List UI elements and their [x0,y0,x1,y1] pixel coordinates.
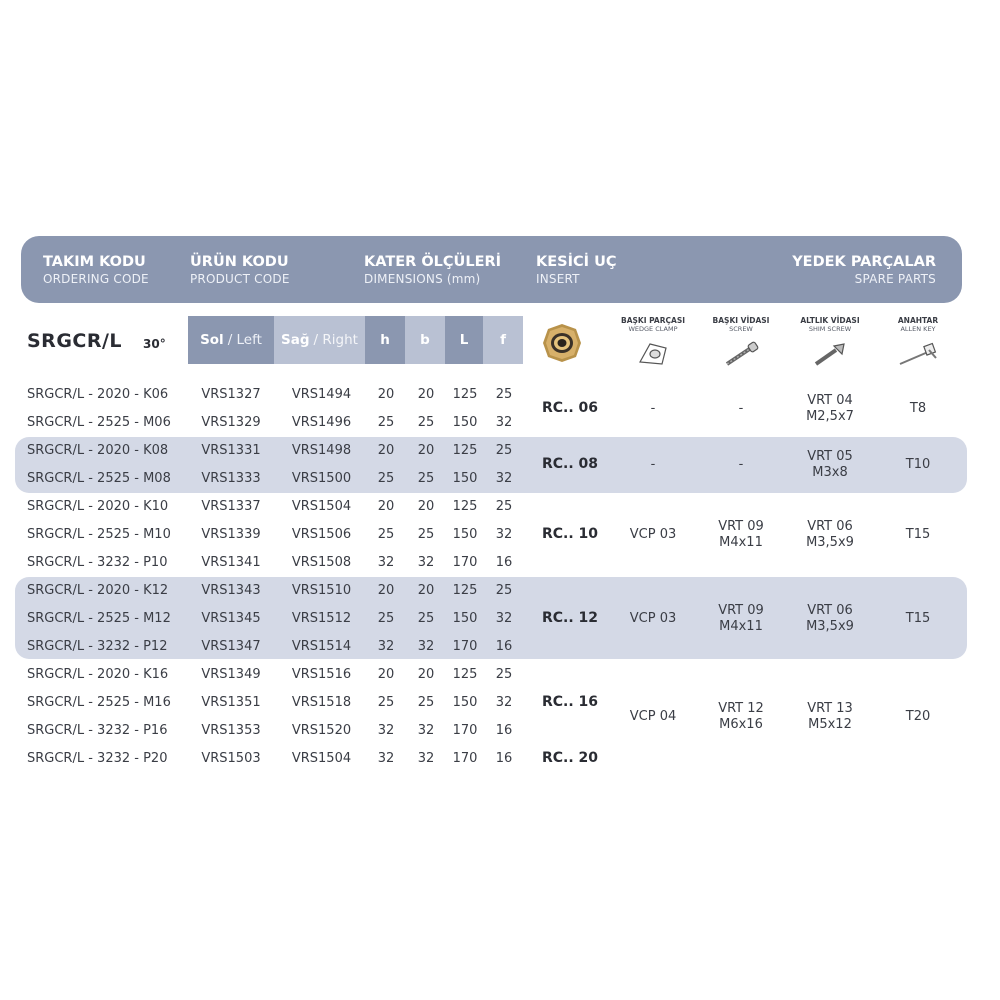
f-cell: 25 [495,443,513,458]
product-code-subtitle: PRODUCT CODE [190,272,290,286]
left-cell: VRS1333 [201,471,261,486]
left-label-light: / Left [227,332,262,348]
left-cell: VRS1327 [201,387,261,402]
ordering-code-cell: SRGCR/L - 2525 - M16 [27,695,171,710]
L-cell: 150 [452,471,478,486]
f-cell: 25 [495,667,513,682]
angle-label: 30° [143,337,166,351]
left-cell: VRS1349 [201,667,261,682]
f-cell: 16 [495,751,513,766]
f-cell: 16 [495,639,513,654]
h-cell: 20 [377,499,395,514]
b-cell: 25 [417,471,435,486]
b-cell: 25 [417,611,435,626]
h-cell: 20 [377,387,395,402]
ordering-code-cell: SRGCR/L - 3232 - P20 [27,751,168,766]
left-cell: VRS1347 [201,639,261,654]
screw-value: - [738,401,744,416]
h-cell: 32 [377,723,395,738]
wedge-clamp-header: BAŞKI PARÇASI WEDGE CLAMP [608,316,698,368]
b-cell: 20 [417,583,435,598]
ordering-code-cell: SRGCR/L - 2525 - M08 [27,471,171,486]
left-cell: VRS1329 [201,415,261,430]
f-cell: 32 [495,695,513,710]
right-cell: VRS1514 [291,639,352,654]
dim-b-header: b [405,316,445,364]
right-label-bold: Sağ [281,332,310,348]
L-cell: 150 [452,527,478,542]
ordering-code-cell: SRGCR/L - 2525 - M06 [27,415,171,430]
f-cell: 32 [495,527,513,542]
insert-code: RC.. 16 [541,694,599,710]
spare-parts-subtitle: SPARE PARTS [854,272,936,286]
right-cell: VRS1504 [291,499,352,514]
f-cell: 16 [495,723,513,738]
insert-code: RC.. 12 [541,610,599,626]
L-cell: 125 [452,443,478,458]
f-cell: 25 [495,387,513,402]
screw-value: VRT 12 M6x16 [718,701,764,732]
L-cell: 125 [452,387,478,402]
h-cell: 25 [377,695,395,710]
ordering-code-cell: SRGCR/L - 2020 - K06 [27,387,169,402]
b-cell: 32 [417,751,435,766]
f-cell: 25 [495,583,513,598]
b-cell: 25 [417,415,435,430]
screw-icon [721,340,761,368]
left-cell: VRS1331 [201,443,261,458]
left-cell: VRS1503 [201,751,261,766]
right-cell: VRS1520 [291,723,352,738]
L-cell: 150 [452,611,478,626]
right-cell: VRS1516 [291,667,352,682]
shim-screw-icon [810,340,850,368]
left-cell: VRS1343 [201,583,261,598]
L-cell: 125 [452,499,478,514]
allen-key-header: ANAHTAR ALLEN KEY [873,316,963,368]
ordering-code-cell: SRGCR/L - 2020 - K16 [27,667,169,682]
key-value: T15 [905,527,931,542]
dim-h-header: h [365,316,405,364]
screw-header: BAŞKI VİDASI SCREW [696,316,786,368]
screw-value: - [738,457,744,472]
ordering-code-subtitle: ORDERING CODE [43,272,149,286]
insert-code: RC.. 08 [541,456,599,472]
b-cell: 25 [417,527,435,542]
dim-L-header: L [445,316,483,364]
L-cell: 170 [452,751,478,766]
key-value: T20 [905,709,931,724]
left-cell: VRS1341 [201,555,261,570]
f-cell: 16 [495,555,513,570]
b-cell: 32 [417,555,435,570]
b-cell: 20 [417,667,435,682]
left-cell: VRS1337 [201,499,261,514]
L-cell: 125 [452,583,478,598]
h-cell: 25 [377,471,395,486]
dimensions-title: KATER ÖLÇÜLERİ [364,254,502,270]
right-cell: VRS1506 [291,527,352,542]
product-code-title: ÜRÜN KODU [190,254,289,270]
header-banner [21,236,962,303]
right-cell: VRS1510 [291,583,352,598]
ordering-code-cell: SRGCR/L - 2525 - M12 [27,611,171,626]
right-column-header [274,316,365,364]
right-cell: VRS1518 [291,695,352,710]
wedge-value: VCP 04 [629,709,677,724]
h-cell: 32 [377,555,395,570]
L-cell: 125 [452,667,478,682]
shim-value: VRT 06 M3,5x9 [806,603,854,634]
b-cell: 20 [417,443,435,458]
right-cell: VRS1498 [291,443,352,458]
b-cell: 20 [417,499,435,514]
b-cell: 32 [417,639,435,654]
ordering-code-cell: SRGCR/L - 3232 - P12 [27,639,168,654]
right-cell: VRS1508 [291,555,352,570]
screw-value: VRT 09 M4x11 [718,519,764,550]
h-cell: 20 [377,583,395,598]
left-cell: VRS1353 [201,723,261,738]
insert-code: RC.. 20 [541,750,599,766]
insert-subtitle: INSERT [536,272,580,286]
f-cell: 32 [495,471,513,486]
wedge-value: - [650,401,656,416]
left-cell: VRS1339 [201,527,261,542]
L-cell: 150 [452,415,478,430]
shim-value: VRT 04 M2,5x7 [806,393,854,424]
left-label-bold: Sol [200,332,224,348]
allen-key-icon [896,340,940,368]
left-cell: VRS1351 [201,695,261,710]
shim-value: VRT 05 M3x8 [807,449,853,480]
insert-image [541,322,583,364]
tool-family-title: SRGCR/L [27,330,123,352]
shim-value: VRT 06 M3,5x9 [806,519,854,550]
right-cell: VRS1496 [291,415,352,430]
b-cell: 20 [417,387,435,402]
left-column-header [188,316,274,364]
f-cell: 32 [495,611,513,626]
wedge-value: - [650,457,656,472]
screw-value: VRT 09 M4x11 [718,603,764,634]
ordering-code-title: TAKIM KODU [43,254,146,270]
b-cell: 32 [417,723,435,738]
right-cell: VRS1512 [291,611,352,626]
f-cell: 32 [495,415,513,430]
ordering-code-cell: SRGCR/L - 2020 - K12 [27,583,169,598]
dim-f-header: f [483,316,523,364]
L-cell: 170 [452,555,478,570]
right-cell: VRS1494 [291,387,352,402]
right-cell: VRS1500 [291,471,352,486]
insert-code: RC.. 06 [541,400,599,416]
wedge-value: VCP 03 [629,527,677,542]
wedge-clamp-icon [636,340,670,368]
dimensions-subtitle: DIMENSIONS (mm) [364,272,481,286]
h-cell: 25 [377,527,395,542]
insert-code: RC.. 10 [541,526,599,542]
ordering-code-cell: SRGCR/L - 3232 - P10 [27,555,168,570]
spare-parts-title: YEDEK PARÇALAR [792,254,936,270]
shim-screw-header: ALTLIK VİDASI SHIM SCREW [785,316,875,368]
L-cell: 170 [452,639,478,654]
insert-title: KESİCİ UÇ [536,254,617,270]
key-value: T15 [905,611,931,626]
key-value: T10 [905,457,931,472]
h-cell: 32 [377,751,395,766]
ordering-code-cell: SRGCR/L - 2525 - M10 [27,527,171,542]
right-cell: VRS1504 [291,751,352,766]
ordering-code-cell: SRGCR/L - 2020 - K08 [27,443,169,458]
h-cell: 25 [377,611,395,626]
ordering-code-cell: SRGCR/L - 2020 - K10 [27,499,169,514]
ordering-code-cell: SRGCR/L - 3232 - P16 [27,723,168,738]
h-cell: 25 [377,415,395,430]
wedge-value: VCP 03 [629,611,677,626]
shim-value: VRT 13 M5x12 [807,701,853,732]
L-cell: 150 [452,695,478,710]
right-label-light: / Right [313,332,358,348]
b-cell: 25 [417,695,435,710]
h-cell: 20 [377,443,395,458]
key-value: T8 [909,401,927,416]
L-cell: 170 [452,723,478,738]
f-cell: 25 [495,499,513,514]
left-cell: VRS1345 [201,611,261,626]
h-cell: 20 [377,667,395,682]
h-cell: 32 [377,639,395,654]
